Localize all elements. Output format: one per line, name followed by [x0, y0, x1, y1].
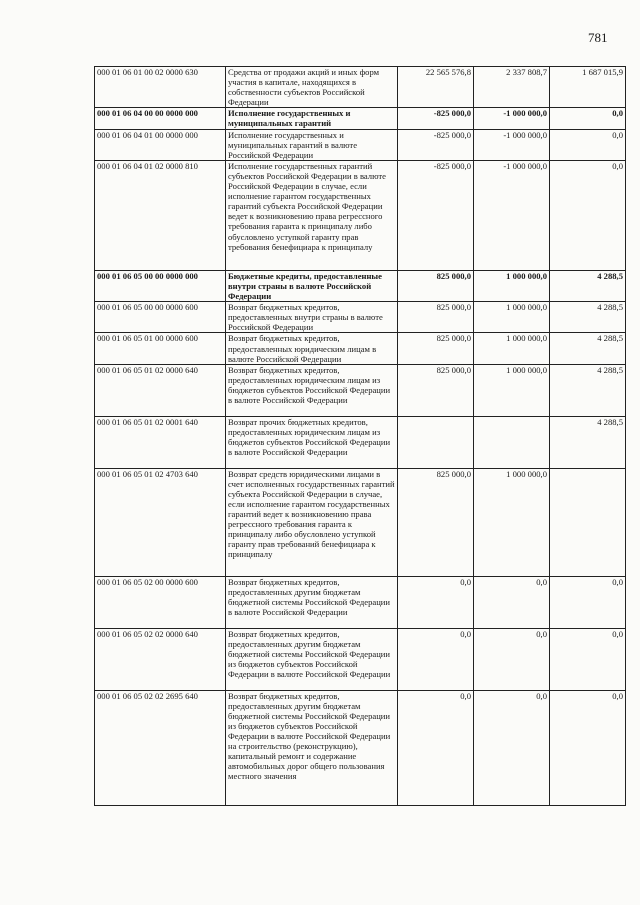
value-cell-2: 1 000 000,0: [474, 364, 550, 416]
description-cell: Возврат бюджетных кредитов, предоставленных другим бюджетам бюджетной системы Российской Федерации в валюте Российской Федерации: [226, 576, 398, 628]
table-row: [95, 416, 626, 468]
value-cell-1: 22 565 576,8: [398, 67, 474, 108]
value-cell-2: 0,0: [474, 690, 550, 805]
description-cell: Возврат бюджетных кредитов, предоставленных другим бюджетам бюджетной системы Российской Федерации из бюджетов субъектов Российской Федерации в валюте Российской Федерации: [226, 628, 398, 690]
description-cell: Исполнение государственных гарантий субъектов Российской Федерации в валюте Российской Федерации в случае, если исполнение гарантом государственных гарантий субъекта Российской Федерации ведет к возникновению права регрессного требования гаранта к принципалу либо обусловлено уступкой гаранту прав требования бенефициара к принципалу: [226, 160, 398, 270]
table-row: [95, 270, 626, 301]
budget-code-cell: 000 01 06 05 02 02 2695 640: [95, 690, 226, 805]
value-cell-3: 0,0: [550, 129, 626, 160]
value-cell-1: 825 000,0: [398, 468, 474, 576]
value-cell-1: 0,0: [398, 628, 474, 690]
table-row: [95, 333, 626, 364]
table-row: [95, 690, 626, 805]
description-cell: Возврат бюджетных кредитов, предоставленных юридическим лицам в валюте Российской Федерации: [226, 333, 398, 364]
description-cell: Исполнение государственных и муниципальных гарантий в валюте Российской Федерации: [226, 129, 398, 160]
value-cell-3: 0,0: [550, 576, 626, 628]
table-row: [95, 160, 626, 270]
value-cell-3: 4 288,5: [550, 270, 626, 301]
value-cell-1: 0,0: [398, 576, 474, 628]
value-cell-2: 1 000 000,0: [474, 333, 550, 364]
description-cell: Возврат бюджетных кредитов, предоставленных внутри страны в валюте Российской Федерации: [226, 302, 398, 333]
description-cell: Исполнение государственных и муниципальных гарантий: [226, 108, 398, 129]
table-row: [95, 67, 626, 108]
table-row: [95, 108, 626, 129]
budget-code-cell: 000 01 06 05 00 00 0000 000: [95, 270, 226, 301]
value-cell-2: -1 000 000,0: [474, 108, 550, 129]
budget-code-cell: 000 01 06 05 02 00 0000 600: [95, 576, 226, 628]
value-cell-1: 825 000,0: [398, 302, 474, 333]
value-cell-2: 1 000 000,0: [474, 270, 550, 301]
value-cell-1: 825 000,0: [398, 364, 474, 416]
table-row: [95, 576, 626, 628]
value-cell-3: 0,0: [550, 690, 626, 805]
value-cell-3: 4 288,5: [550, 333, 626, 364]
value-cell-1: [398, 416, 474, 468]
value-cell-3: 4 288,5: [550, 416, 626, 468]
value-cell-2: 2 337 808,7: [474, 67, 550, 108]
budget-code-cell: 000 01 06 04 01 00 0000 000: [95, 129, 226, 160]
value-cell-1: -825 000,0: [398, 108, 474, 129]
budget-code-cell: 000 01 06 05 01 02 0000 640: [95, 364, 226, 416]
description-cell: Возврат бюджетных кредитов, предоставленных другим бюджетам бюджетной системы Российской Федерации из бюджетов субъектов Российской Федерации в валюте Российской Федерации на строительство (реконструкцию), капитальный ремонт и содержание автомобильных дорог общего пользования местного значения: [226, 690, 398, 805]
table-row: [95, 628, 626, 690]
budget-code-cell: 000 01 06 04 00 00 0000 000: [95, 108, 226, 129]
table-row: [95, 364, 626, 416]
value-cell-1: 825 000,0: [398, 333, 474, 364]
value-cell-2: [474, 416, 550, 468]
value-cell-3: 0,0: [550, 160, 626, 270]
budget-code-cell: 000 01 06 05 02 02 0000 640: [95, 628, 226, 690]
budget-code-cell: 000 01 06 05 01 02 0001 640: [95, 416, 226, 468]
value-cell-2: 1 000 000,0: [474, 302, 550, 333]
description-cell: Возврат средств юридическими лицами в счет исполненных государственных гарантий субъекта Российской Федерации в случае, если исполнение гарантом государственных гарантий ведет к возникновению права регрессного требования гаранта к принципалу либо обусловлено уступкой гаранту прав требований бенефициара к принципалу: [226, 468, 398, 576]
value-cell-2: -1 000 000,0: [474, 129, 550, 160]
description-cell: Возврат бюджетных кредитов, предоставленных юридическим лицам из бюджетов субъектов Российской Федерации в валюте Российской Федерации: [226, 364, 398, 416]
value-cell-3: 4 288,5: [550, 302, 626, 333]
description-cell: Средства от продажи акций и иных форм участия в капитале, находящихся в собственности субъектов Российской Федерации: [226, 67, 398, 108]
budget-code-cell: 000 01 06 05 01 00 0000 600: [95, 333, 226, 364]
value-cell-2: -1 000 000,0: [474, 160, 550, 270]
table-row: [95, 129, 626, 160]
value-cell-2: 0,0: [474, 628, 550, 690]
description-cell: Возврат прочих бюджетных кредитов, предоставленных юридическим лицам из бюджетов субъектов Российской Федерации в валюте Российской Федерации: [226, 416, 398, 468]
value-cell-1: 0,0: [398, 690, 474, 805]
value-cell-3: 0,0: [550, 108, 626, 129]
description-cell: Бюджетные кредиты, предоставленные внутри страны в валюте Российской Федерации: [226, 270, 398, 301]
value-cell-2: 0,0: [474, 576, 550, 628]
value-cell-3: 1 687 015,9: [550, 67, 626, 108]
value-cell-2: 1 000 000,0: [474, 468, 550, 576]
budget-code-cell: 000 01 06 04 01 02 0000 810: [95, 160, 226, 270]
table-row: [95, 468, 626, 576]
value-cell-3: 4 288,5: [550, 364, 626, 416]
budget-code-cell: 000 01 06 05 00 00 0000 600: [95, 302, 226, 333]
budget-code-cell: 000 01 06 05 01 02 4703 640: [95, 468, 226, 576]
table-row: [95, 302, 626, 333]
value-cell-1: 825 000,0: [398, 270, 474, 301]
budget-sources-table: [94, 66, 626, 806]
value-cell-3: 0,0: [550, 628, 626, 690]
budget-code-cell: 000 01 06 01 00 02 0000 630: [95, 67, 226, 108]
page-number: 781: [588, 30, 608, 45]
value-cell-1: -825 000,0: [398, 129, 474, 160]
value-cell-3: [550, 468, 626, 576]
value-cell-1: -825 000,0: [398, 160, 474, 270]
